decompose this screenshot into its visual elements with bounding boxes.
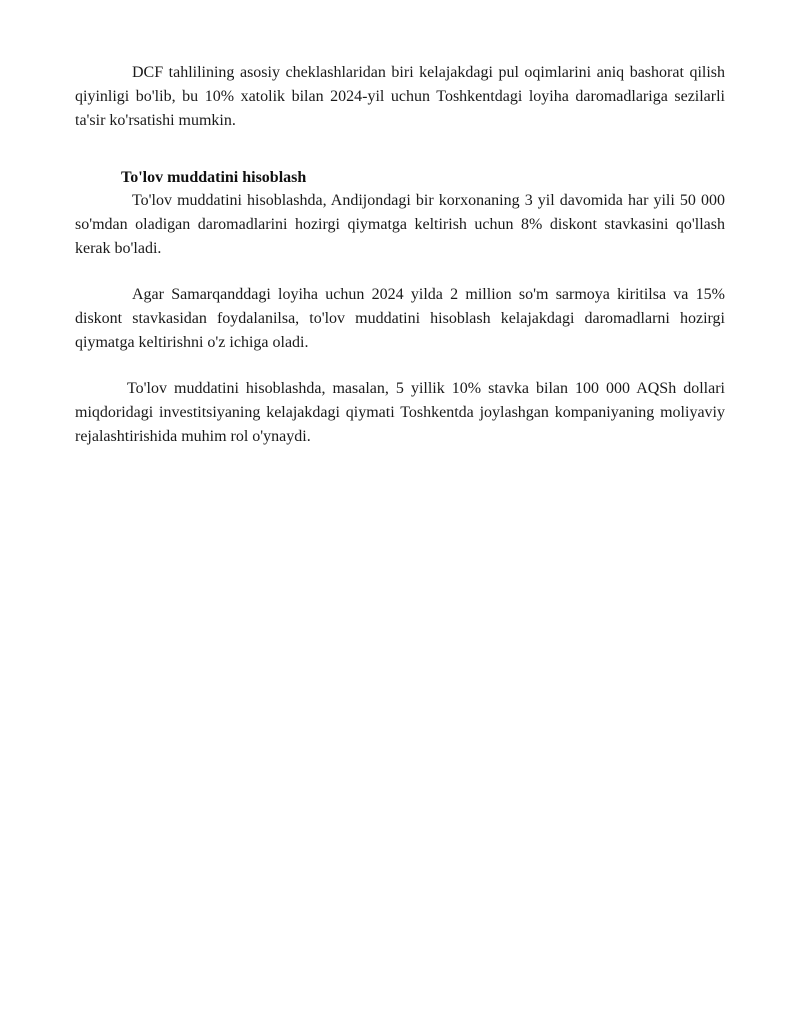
section-paragraph-3: To'lov muddatini hisoblashda, masalan, 5 yillik 10% stavka bilan 100 000 AQSh dollari miqdoridagi investitsiyaning kelajakdagi qiymati Toshkentda joylashgan kompaniyaning moliyaviy rejalashtirishida muhim rol o'ynaydi. [75,380,725,445]
section-heading: To'lov muddatini hisoblash [121,169,307,186]
section-paragraph-1: To'lov muddatini hisoblashda, Andijondagi bir korxonaning 3 yil davomida har yili 50 000 so'mdan oladigan daromadlarini hozirgi qiymatga keltirish uchun 8% diskont stavkasini qo'llash kerak bo'ladi. [75,192,725,257]
intro-paragraph: DCF tahlilining asosiy cheklashlaridan biri kelajakdagi pul oqimlarini aniq bashorat qilish qiyinligi bo'lib, bu 10% xatolik bilan 2024-yil uchun Toshkentdagi loyiha daromadlariga sezilarli ta'sir ko'rsatishi mumkin. [75,64,725,129]
section-paragraph-2: Agar Samarqanddagi loyiha uchun 2024 yilda 2 million so'm sarmoya kiritilsa va 15% diskont stavkasidan foydalanilsa, to'lov muddatini hisoblash kelajakdagi daromadlarni hozirgi qiymatga keltirishni o'z ichiga oladi. [75,286,725,351]
document-page [75,61,725,471]
